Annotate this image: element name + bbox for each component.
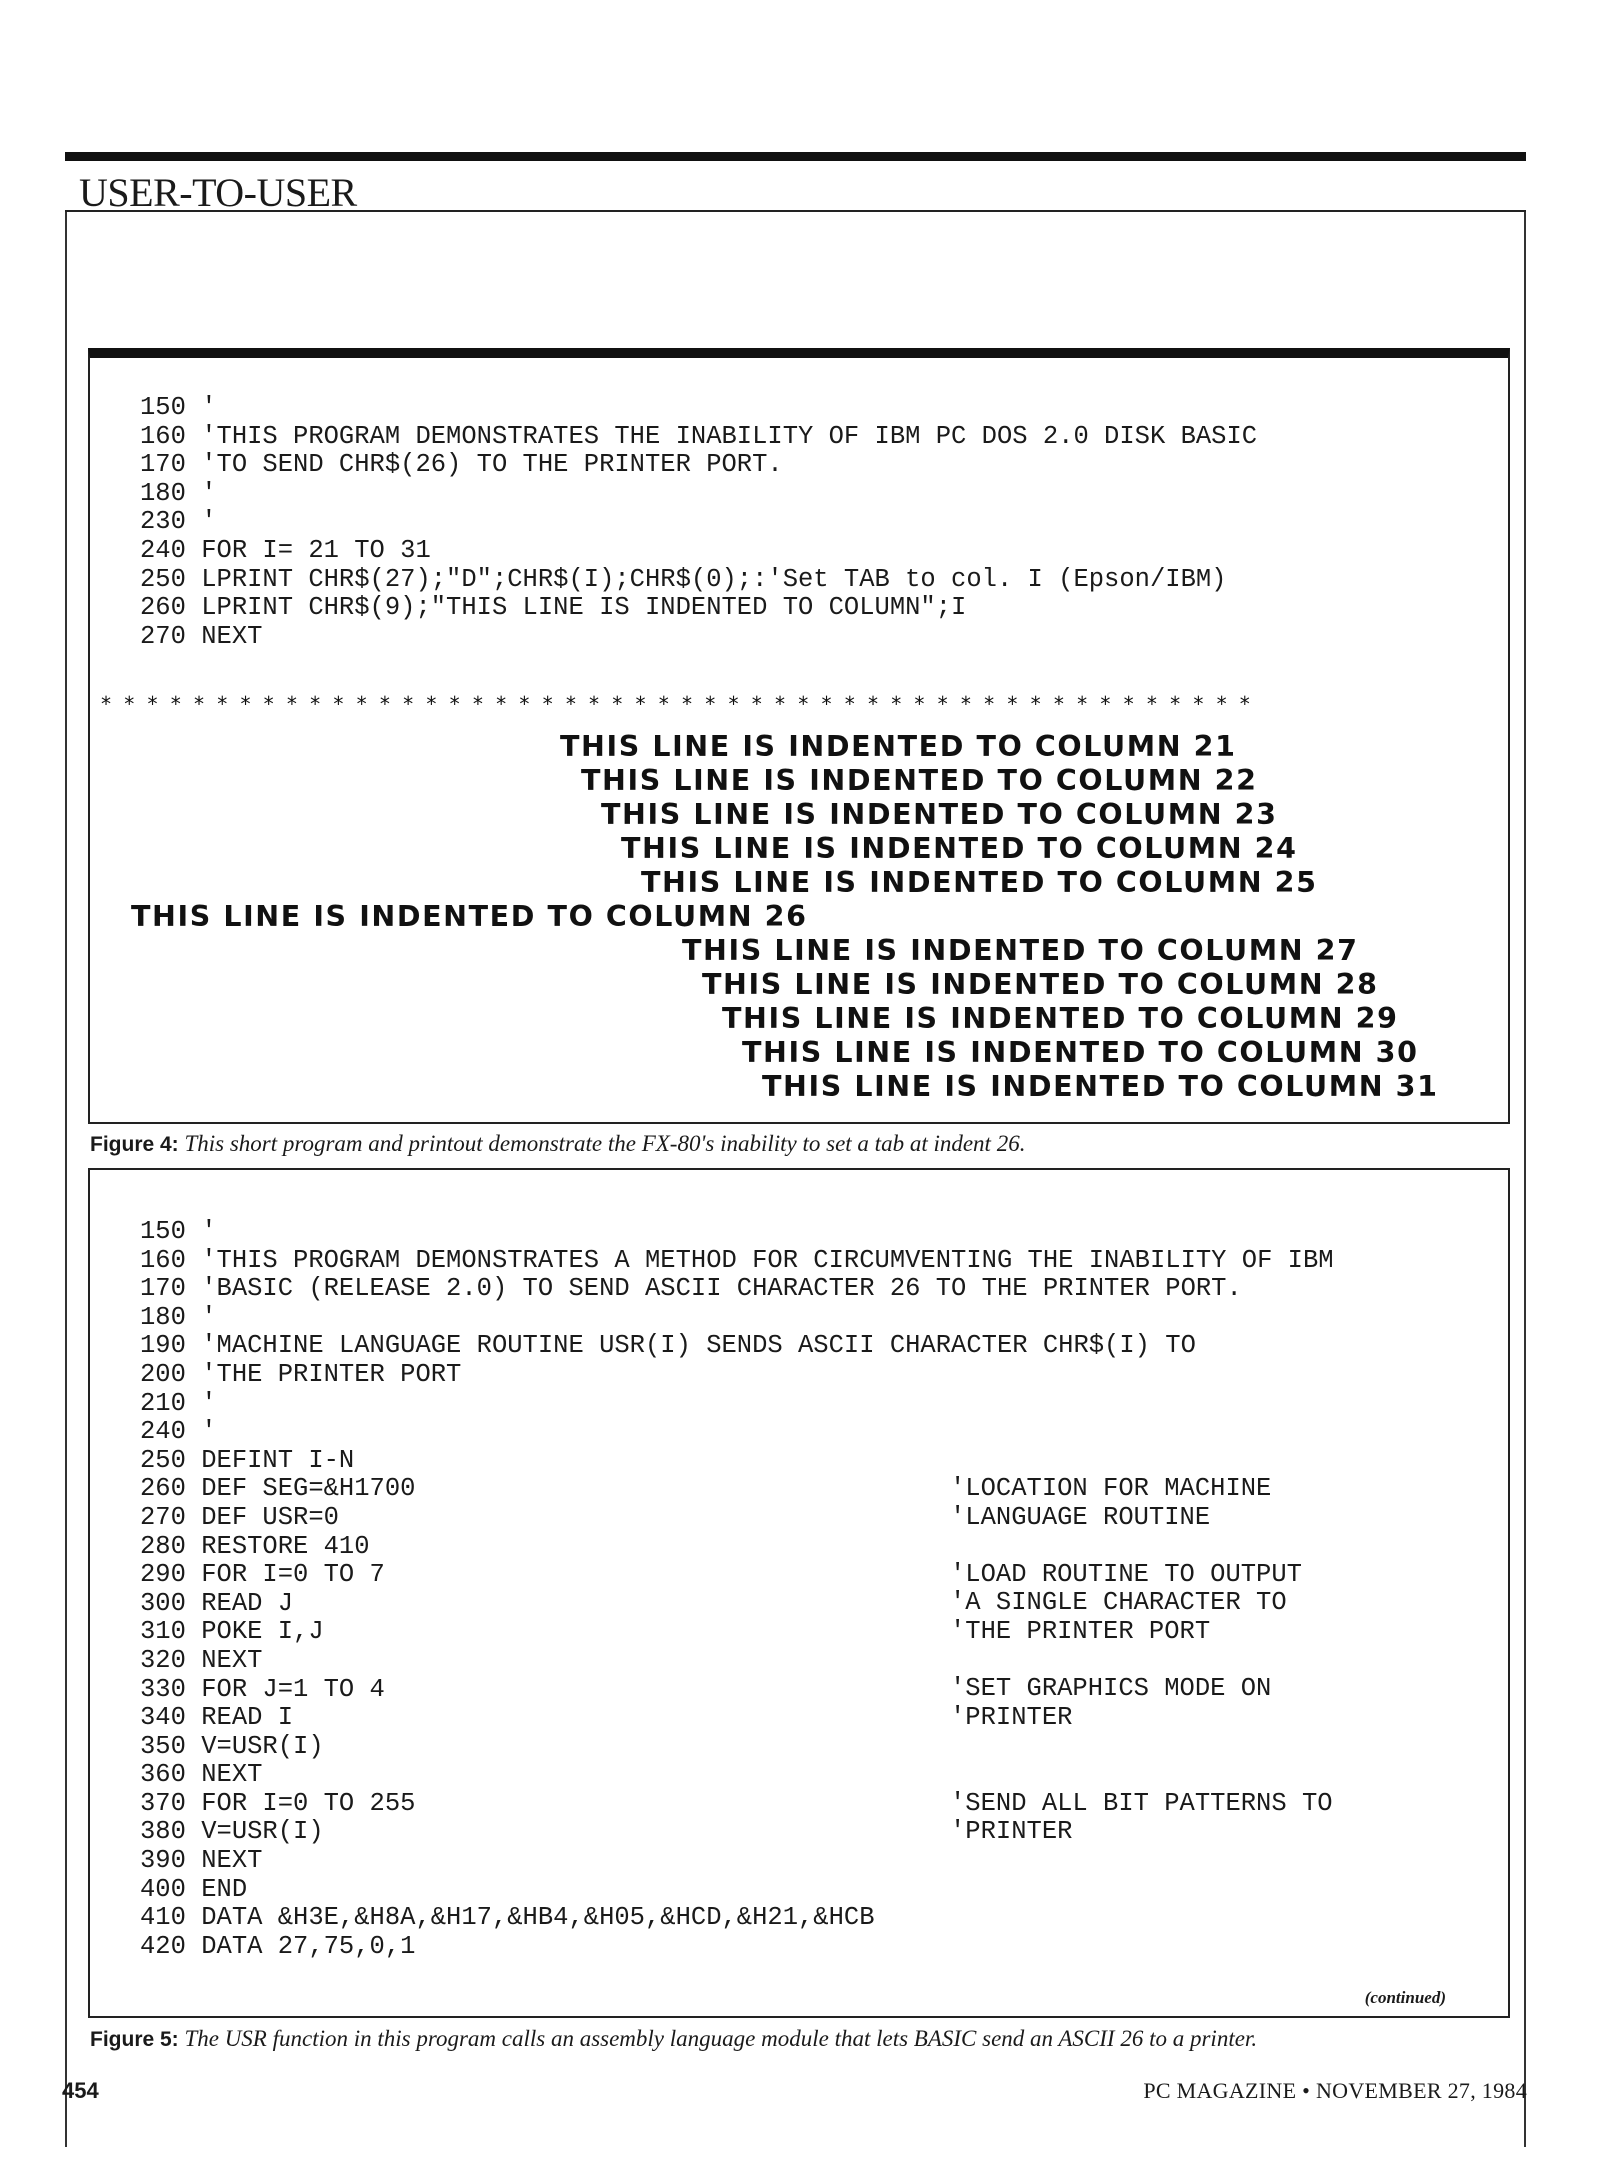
- code-line: 160 'THIS PROGRAM DEMONSTRATES THE INABILITY OF IBM PC DOS 2.0 DISK BASIC: [140, 421, 1258, 451]
- code-line: 330 FOR J=1 TO 4: [140, 1674, 385, 1704]
- figure-5-label: Figure 5:: [90, 2028, 179, 2051]
- continued-note: (continued): [1364, 1988, 1446, 2007]
- printout-line: THIS LINE IS INDENTED TO COLUMN 21: [560, 730, 1237, 763]
- printout-line: THIS LINE IS INDENTED TO COLUMN 29: [722, 1002, 1399, 1035]
- printout-line: THIS LINE IS INDENTED TO COLUMN 26: [131, 900, 808, 933]
- code-line: [950, 1532, 1333, 1561]
- code-line: 'LOCATION FOR MACHINE: [950, 1474, 1272, 1503]
- figure-5-caption-text: The USR function in this program calls an assembly language module that lets BASIC send an ASCII 26 to a printer.: [184, 2026, 1258, 2051]
- figure-4-code-listing: [140, 394, 1257, 651]
- code-line: 'A SINGLE CHARACTER TO: [950, 1588, 1287, 1618]
- figure-5-code-comments: [950, 1475, 1333, 1847]
- code-line: 280 RESTORE 410: [140, 1531, 370, 1561]
- code-line: 350 V=USR(I): [140, 1731, 324, 1761]
- code-line: 370 FOR I=0 TO 255: [140, 1788, 416, 1818]
- printout-line: THIS LINE IS INDENTED TO COLUMN 24: [621, 832, 1298, 865]
- printout-line: THIS LINE IS INDENTED TO COLUMN 27: [682, 934, 1359, 967]
- code-line: 340 READ I: [140, 1703, 294, 1733]
- printout-line: THIS LINE IS INDENTED TO COLUMN 28: [702, 968, 1379, 1001]
- figure-4-caption: [90, 1131, 1025, 1157]
- figure-4-box: [88, 348, 1510, 1124]
- code-line: 'THE PRINTER PORT: [950, 1616, 1211, 1646]
- section-header: [65, 152, 1526, 215]
- code-line: 240 FOR I= 21 TO 31: [140, 535, 431, 565]
- magazine-footer: PC MAGAZINE • NOVEMBER 27, 1984: [1143, 2078, 1527, 2103]
- code-line: 250 DEFINT I-N: [140, 1445, 355, 1475]
- printout-line: THIS LINE IS INDENTED TO COLUMN 30: [742, 1036, 1419, 1069]
- code-line: 150 ': [140, 393, 217, 422]
- printout-line: THIS LINE IS INDENTED TO COLUMN 22: [581, 764, 1258, 797]
- section-title: USER-TO-USER: [79, 170, 357, 215]
- code-line: 'SET GRAPHICS MODE ON: [950, 1674, 1272, 1704]
- code-line: 380 V=USR(I): [140, 1817, 324, 1847]
- code-line: 420 DATA 27,75,0,1: [140, 1931, 416, 1961]
- code-line: 410 DATA &H3E,&H8A,&H17,&HB4,&H05,&HCD,&H21,&HCB: [140, 1903, 875, 1933]
- code-line: 240 ': [140, 1417, 217, 1447]
- code-line: 'LOAD ROUTINE TO OUTPUT: [950, 1559, 1302, 1589]
- code-line: 360 NEXT: [140, 1760, 263, 1790]
- code-line: 260 DEF SEG=&H1700: [140, 1474, 416, 1504]
- figure-5-box: [88, 1168, 1510, 2018]
- code-line: 260 LPRINT CHR$(9);"THIS LINE IS INDENTED TO COLUMN";I: [140, 593, 967, 623]
- figure-4-label: Figure 4:: [90, 1133, 179, 1156]
- code-line: 200 'THE PRINTER PORT: [140, 1359, 462, 1389]
- printout-line: THIS LINE IS INDENTED TO COLUMN 31: [762, 1070, 1439, 1103]
- code-line: [950, 1732, 1333, 1761]
- code-line: 'SEND ALL BIT PATTERNS TO: [950, 1788, 1333, 1818]
- code-line: 270 DEF USR=0: [140, 1502, 339, 1532]
- printout-separator: **************************************************: [100, 692, 1263, 716]
- code-line: 190 'MACHINE LANGUAGE ROUTINE USR(I) SENDS ASCII CHARACTER CHR$(I) TO: [140, 1331, 1196, 1361]
- code-line: 310 POKE I,J: [140, 1617, 324, 1647]
- page-frame-right: [1524, 212, 1526, 2147]
- code-line: 'PRINTER: [950, 1702, 1073, 1732]
- code-line: 180 ': [140, 478, 217, 508]
- code-line: 'LANGUAGE ROUTINE: [950, 1502, 1211, 1532]
- code-line: 170 'BASIC (RELEASE 2.0) TO SEND ASCII CHARACTER 26 TO THE PRINTER PORT.: [140, 1274, 1242, 1304]
- figure-4-caption-text: This short program and printout demonstrate the FX-80's inability to set a tab at indent 26.: [184, 1131, 1026, 1156]
- code-line: [950, 1647, 1333, 1676]
- code-line: 'PRINTER: [950, 1817, 1073, 1847]
- printout-line: THIS LINE IS INDENTED TO COLUMN 23: [601, 798, 1278, 831]
- code-line: 150 ': [140, 1217, 217, 1246]
- page-number: 454: [62, 2078, 99, 2103]
- code-line: 290 FOR I=0 TO 7: [140, 1560, 385, 1590]
- code-line: [950, 1761, 1333, 1790]
- code-line: 230 ': [140, 507, 217, 537]
- code-line: 270 NEXT: [140, 621, 263, 651]
- code-line: 180 ': [140, 1302, 217, 1332]
- code-line: 320 NEXT: [140, 1645, 263, 1675]
- code-line: 400 END: [140, 1874, 248, 1904]
- page-frame-left: [65, 212, 67, 2147]
- code-line: 210 ': [140, 1388, 217, 1418]
- figure-5-caption: [90, 2026, 1257, 2052]
- code-line: 300 READ J: [140, 1588, 294, 1618]
- code-line: 250 LPRINT CHR$(27);"D";CHR$(I);CHR$(0);:'Set TAB to col. I (Epson/IBM): [140, 564, 1227, 594]
- code-line: 160 'THIS PROGRAM DEMONSTRATES A METHOD FOR CIRCUMVENTING THE INABILITY OF IBM: [140, 1245, 1334, 1275]
- printout-line: THIS LINE IS INDENTED TO COLUMN 25: [641, 866, 1318, 899]
- code-line: 390 NEXT: [140, 1846, 263, 1876]
- code-line: 170 'TO SEND CHR$(26) TO THE PRINTER PORT.: [140, 450, 783, 480]
